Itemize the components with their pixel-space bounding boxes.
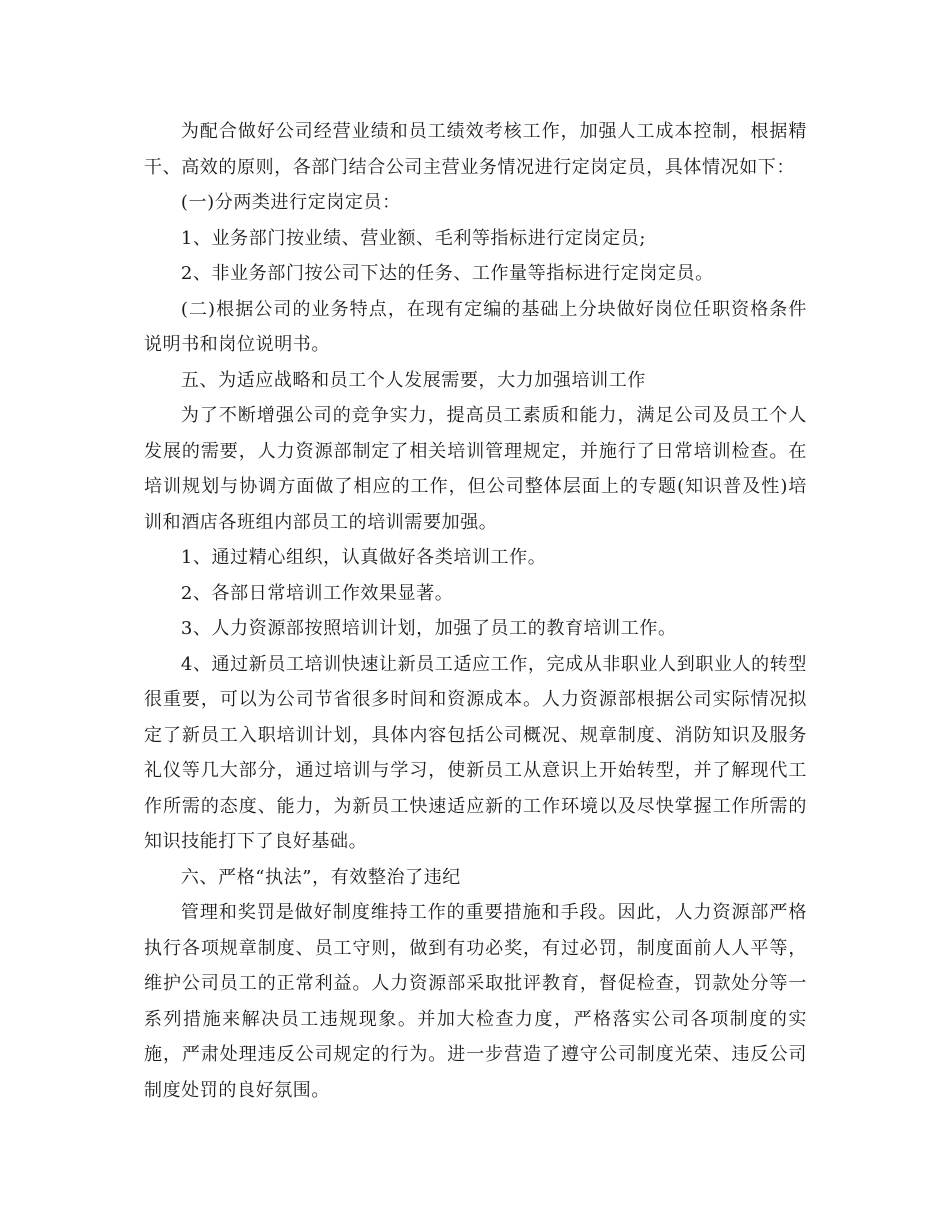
paragraph-training-item-3: 3、人力资源部按照培训计划，加强了员工的教育培训工作。 (180, 618, 677, 639)
paragraph-training-item-1: 1、通过精心组织，认真做好各类培训工作。 (180, 547, 547, 568)
paragraph-training-item-4: 4、通过新员工培训快速让新员工适应工作，完成从非职业人到职业人的转型很重要，可以为公司节省很多时间和资源成本。人力资源部根据公司实际情况拟定了新员工入职培训计划，具体内容包括公司概况、规章制度、消防知识及服务礼仪等几大部分，通过培训与学习，使新员工从意识上开始转型，并了解现代工作所需的态度、能力，为新员工快速适应新的工作环境以及尽快掌握工作所需的知识技能打下了良好基础。 (144, 653, 807, 852)
paragraph-training-item-2: 2、各部日常培训工作效果显著。 (180, 582, 454, 604)
paragraph-section-2: (二)根据公司的业务特点，在现有定编的基础上分块做好岗位任职资格条件说明书和岗位说明书。 (144, 298, 807, 355)
paragraph-training-intro: 为了不断增强公司的竞争实力，提高员工素质和能力，满足公司及员工个人发展的需要，人力资源部制定了相关培训管理规定，并施行了日常培训检查。在培训规划与协调方面做了相应的工作，但公司整体层面上的专题(知识普及性)培训和酒店各班组内部员工的培训需要加强。 (144, 405, 807, 533)
document-body (144, 114, 807, 1108)
paragraph-section-1: (一)分两类进行定岗定员： (180, 192, 401, 213)
paragraph-intro: 为配合做好公司经营业绩和员工绩效考核工作，加强人工成本控制，根据精干、高效的原则，各部门结合公司主营业务情况进行定岗定员，具体情况如下： (144, 121, 807, 178)
paragraph-discipline: 管理和奖罚是做好制度维持工作的重要措施和手段。因此，人力资源部严格执行各项规章制度、员工守则，做到有功必奖，有过必罚，制度面前人人平等，维护公司员工的正常利益。人力资源部采取批评教育，督促检查，罚款处分等一系列措施来解决员工违规现象。并加大检查力度，严格落实公司各项制度的实施，严肃处理违反公司规定的行为。进一步营造了遵守公司制度光荣、违反公司制度处罚的良好氛围。 (144, 902, 807, 1101)
paragraph-item-1: 1、业务部门按业绩、营业额、毛利等指标进行定岗定员; (180, 227, 647, 249)
heading-training: 五、为适应战略和员工个人发展需要，大力加强培训工作 (180, 369, 646, 391)
paragraph-item-2: 2、非业务部门按公司下达的任务、工作量等指标进行定岗定员。 (180, 263, 714, 284)
heading-discipline: 六、严格“执法”，有效整治了违纪 (180, 866, 461, 888)
